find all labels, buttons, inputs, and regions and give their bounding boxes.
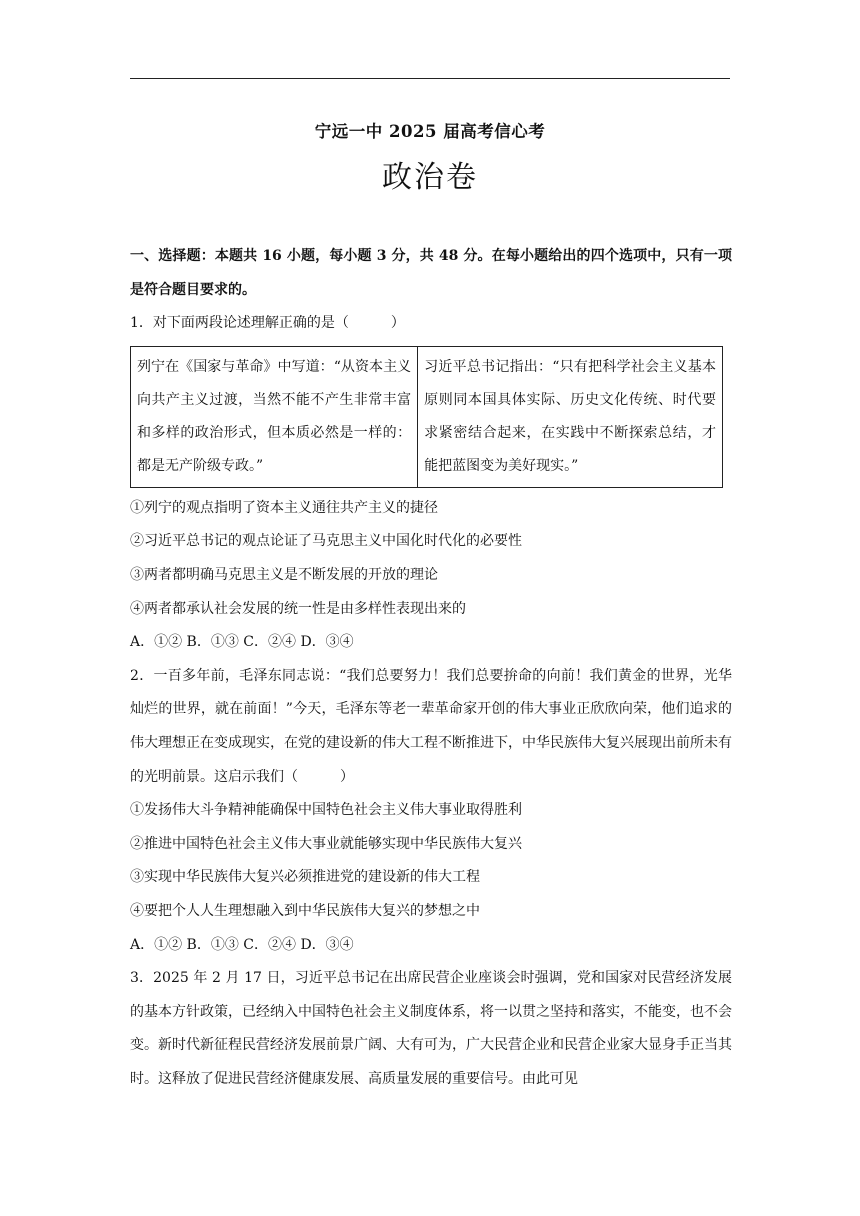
question-1-option-3: ③两者都明确马克思主义是不断发展的开放的理论 [130, 566, 438, 583]
question-1-option-2: ②习近平总书记的观点论证了马克思主义中国化时代化的必要性 [130, 533, 522, 550]
question-2-option-4: ④要把个人人生理想融入到中华民族伟大复兴的梦想之中 [130, 902, 480, 919]
question-2-choices: A．①② B．①③ C．②④ D．③④ [130, 936, 354, 953]
exam-subject: 政治卷 [382, 160, 478, 195]
question-1 [130, 307, 732, 660]
question-2-option-3: ③实现中华民族伟大复兴必须推进党的建设新的伟大工程 [130, 869, 480, 886]
quote-table [130, 346, 723, 488]
question-2-option-1: ①发扬伟大斗争精神能确保中国特色社会主义伟大事业取得胜利 [130, 802, 522, 819]
question-3-stem: 3．2025 年 2 月 17 日，习近平总书记在出席民营企业座谈会时强调，党和国家对民营经济发展的基本方针政策，已经纳入中国特色社会主义制度体系，将一以贯之坚持和落实，不能变，也不会变。新时代新征程民营经济发展前景广阔、大有可为，广大民营企业和民营企业家大显身手正当其时。这释放了促进民营经济健康发展、高质量发展的重要信号。由此可见 [130, 970, 732, 1087]
question-1-choices: A．①② B．①③ C．②④ D．③④ [130, 634, 354, 651]
question-2 [130, 660, 732, 962]
quote-xi: 习近平总书记指出：“只有把科学社会主义基本原则同本国具体实际、历史文化传统、时代要求紧密结合起来，在实践中不断探索总结，才能把蓝图变为美好现实。” [418, 346, 723, 487]
question-3 [130, 962, 732, 1096]
question-1-stem: 1．对下面两段论述理解正确的是（ ） [130, 315, 405, 332]
header-rule [130, 78, 730, 79]
question-2-option-2: ②推进中国特色社会主义伟大事业就能够实现中华民族伟大复兴 [130, 835, 522, 852]
exam-title: 宁远一中 2025 届高考信心考 [314, 122, 546, 141]
question-1-option-1: ①列宁的观点指明了资本主义通往共产主义的捷径 [130, 499, 438, 516]
exam-content [130, 240, 732, 1096]
question-2-stem: 2．一百多年前，毛泽东同志说：“我们总要努力！我们总要拚命的向前！我们黄金的世界，光华灿烂的世界，就在前面！”今天，毛泽东等老一辈革命家开创的伟大事业正欣欣向荣，他们追求的伟大理想正在变成现实，在党的建设新的伟大工程不断推进下，中华民族伟大复兴展现出前所未有的光明前景。这启示我们（ ） [130, 667, 732, 785]
section-heading: 一、选择题：本题共 16 小题，每小题 3 分，共 48 分。在每小题给出的四个选项中，只有一项是符合题目要求的。 [130, 248, 732, 298]
question-1-option-4: ④两者都承认社会发展的统一性是由多样性表现出来的 [130, 600, 466, 617]
quote-lenin: 列宁在《国家与革命》中写道：“从资本主义向共产主义过渡，当然不能不产生非常丰富和多样的政治形式，但本质必然是一样的：都是无产阶级专政。” [131, 346, 418, 487]
